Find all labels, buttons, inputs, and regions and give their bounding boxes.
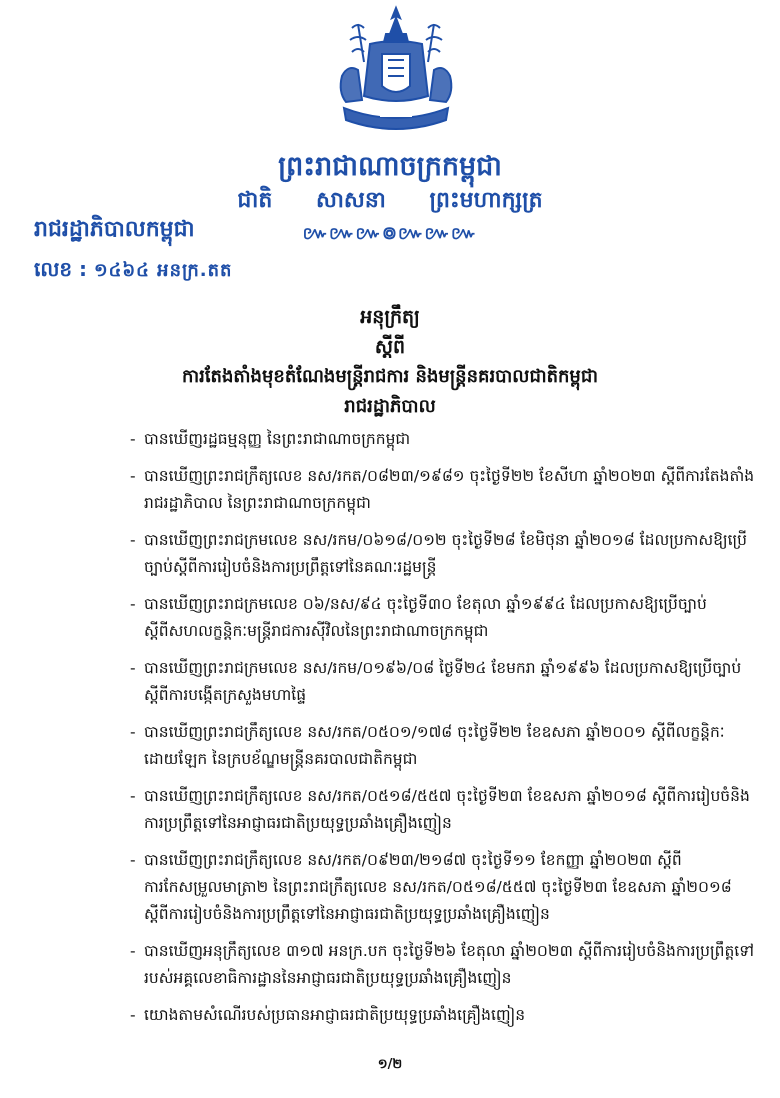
list-item: - បានឃើញរដ្ឋធម្មនុញ្ញ នៃព្រះរាជាណាចក្រកម្ពុជា <box>130 426 756 453</box>
list-item: - បានឃើញព្រះរាជក្រឹត្យលេខ នស/រកត/០៥១៨/៥៥៧ ចុះថ្ងៃទី២៣ ខែឧសភា ឆ្នាំ២០១៨ ស្តីពីការរៀបចំនិងការប្រព្រឹត្តទៅនៃអាជ្ញាធរជាតិប្រយុទ្ធប្រឆាំងគ្រឿងញៀន <box>130 783 756 837</box>
issuing-government: រាជរដ្ឋាភិបាលកម្ពុជា <box>34 217 195 242</box>
number-value: ១៤៦៤ អនក្រ.តត <box>94 260 233 281</box>
document-number <box>34 256 232 286</box>
motto-king: ព្រះមហាក្សត្រ <box>429 188 543 213</box>
list-item: - បានឃើញព្រះរាជក្រឹត្យលេខ នស/រកត/០៥០១/១៧៨ ចុះថ្ងៃទី២២ ខែឧសភា ឆ្នាំ២០០១ ស្តីពីលក្ខន្តិកៈដោយឡែក នៃក្របខ័ណ្ឌមន្ត្រីនគរបាលជាតិកម្ពុជា <box>130 719 756 773</box>
number-label: លេខ : <box>34 257 88 281</box>
kingdom-name: ព្រះរាជាណាចក្រកម្ពុជា <box>278 151 502 182</box>
title-line-subdecree: អនុក្រឹត្យ <box>360 306 420 328</box>
royal-coat-of-arms-icon <box>328 4 464 144</box>
title-line-on: ស្តីពី <box>374 336 406 358</box>
title-line-subject: ការតែងតាំងមុខតំណែងមន្ត្រីរាជការ និងមន្ត្រីនគរបាលជាតិកម្ពុជា <box>181 366 598 387</box>
national-motto <box>0 186 780 218</box>
list-item: - បានឃើញព្រះរាជក្រឹត្យលេខ នស/រកត/០៩២៣/២១៨៧ ចុះថ្ងៃទី១១ ខែកញ្ញា ឆ្នាំ២០២៣ ស្តីពីការកែសម្រួលមាត្រា២ នៃព្រះរាជក្រឹត្យលេខ នស/រកត/០៥១៨/៥៥៧ ចុះថ្ងៃទី២៣ ខែឧសភា ឆ្នាំ២០១៨ ស្តីពីការរៀបចំនិងការប្រព្រឹត្តទៅនៃអាជ្ញាធរជាតិប្រយុទ្ធប្រឆាំងគ្រឿងញៀន <box>130 847 756 928</box>
list-item: - បានឃើញព្រះរាជក្រឹត្យលេខ នស/រកត/០៨២៣/១៩៨១ ចុះថ្ងៃទី២២ ខែសីហា ឆ្នាំ២០២៣ ស្តីពីការតែងតាំងរាជរដ្ឋាភិបាល នៃព្រះរាជាណាចក្រកម្ពុជា <box>130 463 756 517</box>
list-item: - បានឃើញអនុក្រឹត្យលេខ ៣១៧ អនក្រ.បក ចុះថ្ងៃទី២៦ ខែតុលា ឆ្នាំ២០២៣ ស្តីពីការរៀបចំនិងការប្រព្រឹត្តទៅរបស់អគ្គលេខាធិការដ្ឋាននៃអាជ្ញាធរជាតិប្រយុទ្ធប្រឆាំងគ្រឿងញៀន <box>130 938 756 992</box>
list-item: - បានឃើញព្រះរាជក្រមលេខ នស/រកម/០១៩៦/០៨ ថ្ងៃទី២៤ ខែមករា ឆ្នាំ១៩៩៦ ដែលប្រកាសឱ្យប្រើច្បាប់ស្តីពីការបង្កើតក្រសួងមហាផ្ទៃ <box>130 655 756 709</box>
title-line-government: រាជរដ្ឋាភិបាល <box>344 396 436 417</box>
motto-religion: សាសនា <box>315 188 386 213</box>
list-item: - យោងតាមសំណើរបស់ប្រធានអាជ្ញាធរជាតិប្រយុទ្ធប្រឆាំងគ្រឿងញៀន <box>130 1002 756 1029</box>
motto-nation: ជាតិ <box>237 188 273 213</box>
ornament-divider: ៚៚៚៙៚៚៚ <box>302 223 478 244</box>
page-number: ១/២ <box>377 1057 403 1072</box>
document-title <box>0 302 780 422</box>
list-item: - បានឃើញព្រះរាជក្រមលេខ នស/រកម/០៦១៨/០១២ ចុះថ្ងៃទី២៨ ខែមិថុនា ឆ្នាំ២០១៨ ដែលប្រកាសឱ្យប្រើច្បាប់ស្តីពីការរៀបចំនិងការប្រព្រឹត្តទៅនៃគណៈរដ្ឋមន្ត្រី <box>130 527 756 581</box>
legal-basis-list <box>130 426 756 1039</box>
list-item: - បានឃើញព្រះរាជក្រមលេខ ០៦/នស/៩៤ ចុះថ្ងៃទី៣០ ខែតុលា ឆ្នាំ១៩៩៤ ដែលប្រកាសឱ្យប្រើច្បាប់ស្តីពីសហលក្ខន្តិកៈមន្ត្រីរាជការស៊ីវិលនៃព្រះរាជាណាចក្រកម្ពុជា <box>130 591 756 645</box>
